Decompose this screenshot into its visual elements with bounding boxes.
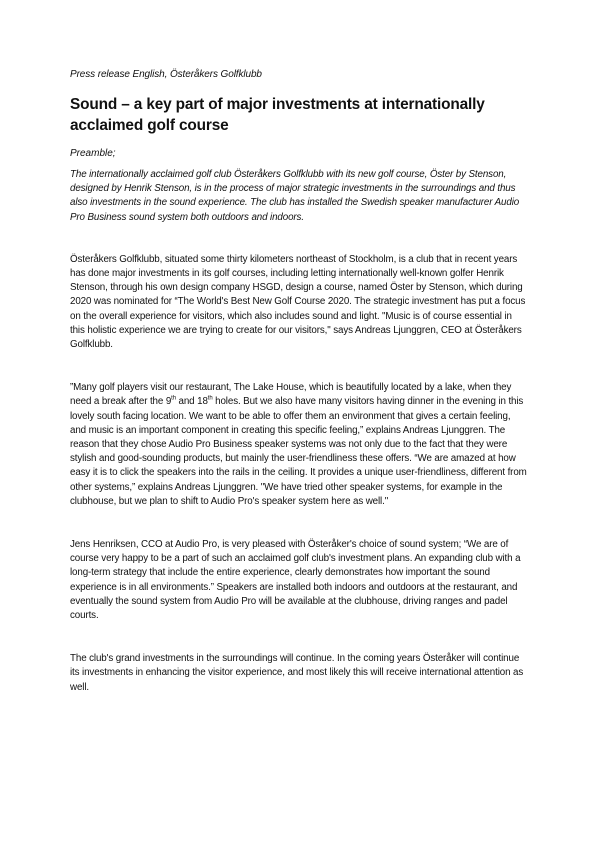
superscript-th-9: th — [171, 396, 176, 403]
body-paragraph-3: Jens Henriksen, CCO at Audio Pro, is very pleased with Österåker's choice of sound system; “We are of course very happy to be a part of such an acclaimed golf club's investment plans. An expanding club with a long-term strategy that include the entire experience, clearly demonstrates how important the sound experience is in all environments.” Speakers are installed both indoors and outdoors at the restaurant, and eventually the sound system from Audio Pro will be available at the clubhouse, driving ranges and padel courts. — [70, 539, 521, 622]
body-paragraph-1: Österåkers Golfklubb, situated some thirty kilometers northeast of Stockholm, is a club that in recent years has done major investments in its golf courses, including letting internationally well-known golfer Henrik Stenson, through his own design company HSGD, design a course, named Öster by Stenson, which during 2020 was nominated for “The World's Best New Golf Course 2020. The strategic investment has put a focus on the overall experience for visitors, which also includes sound and light. "Music is of course essential in this holistic experience we are trying to create for our visitors," says Andreas Ljunggren, CEO at Österåkers Golfklubb. — [70, 253, 526, 351]
preamble-text: The internationally acclaimed golf club Österåkers Golfklubb with its new golf course, Öster by Stenson, designed by Henrik Stenson, is in the process of major strategic investments in the surroundings and thus also investments in the sound experience. The club has installed the Swedish speaker manufacturer Audio Pro Business sound system both outdoors and indoors. — [70, 169, 520, 223]
body-paragraph-2 — [70, 381, 528, 509]
paragraph-2-text-end: holes. But we also have many visitors having dinner in the evening in this lovely south facing location. We want to be able to offer them an environment that gives a certain feeling, and music is an important component in creating this specific feeling,” explains Andreas Ljunggren. The reason that they chose Audio Pro Business speaker systems was not only due to the fact that they were stylish and good-sounding products, but mainly the user-friendliness these offers. “We are amazed at how easy it is to click the speakers into the rails in the ceiling. It provides a unique user-friendliness, different from other systems,” explains Andreas Ljunggren. "We have tried other speaker systems, for example in the clubhouse, but we plan to shift to Audio Pro's speaker system here as well." — [70, 396, 527, 507]
document-page — [70, 68, 528, 724]
preamble-label: Preamble; — [70, 148, 116, 159]
press-release-kicker: Press release English, Österåkers Golfklubb — [70, 69, 262, 80]
superscript-th-18: th — [207, 396, 213, 403]
document-title: Sound – a key part of major investments at internationally acclaimed golf course — [70, 96, 485, 134]
paragraph-2-text-middle: and 18 — [175, 396, 208, 408]
paragraph-2-text-start: ”Many golf players visit our restaurant, The Lake House, which is beautifully located by a lake, when they need a break after the 9 — [70, 382, 512, 408]
body-paragraph-4: The club's grand investments in the surroundings will continue. In the coming years Österåker will continue its investments in enhancing the visitor experience, and most likely this will receive international attention as well. — [70, 653, 524, 693]
